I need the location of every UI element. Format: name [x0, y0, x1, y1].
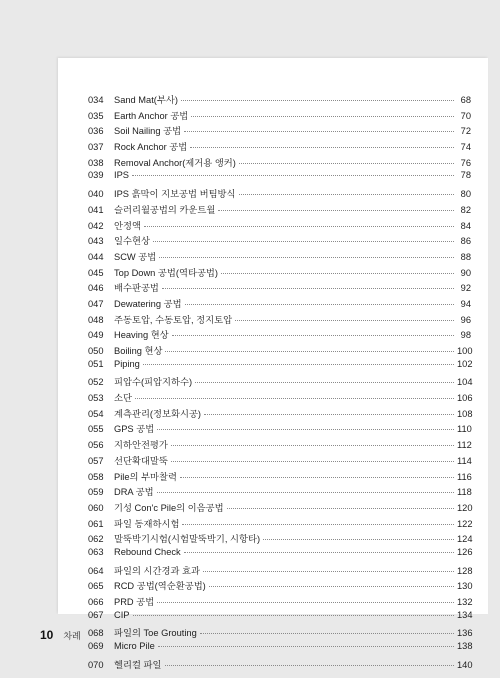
toc-entry-page: 124 — [457, 534, 473, 545]
dot-leader — [182, 524, 454, 525]
dot-leader — [172, 335, 454, 336]
dot-leader — [181, 100, 454, 101]
toc-entry[interactable] — [88, 594, 471, 610]
dot-leader — [153, 241, 454, 242]
toc-entry-title: 피압수(피압지하수) — [114, 377, 193, 388]
toc-entry-page: 126 — [457, 546, 473, 557]
toc-entry[interactable] — [88, 359, 471, 375]
toc-entry[interactable] — [88, 280, 471, 296]
toc-entry-number: 041 — [88, 204, 104, 215]
toc-entry-title: Boiling 현상 — [114, 346, 163, 356]
dot-leader — [171, 461, 454, 462]
toc-entry[interactable] — [88, 390, 471, 406]
toc-entry[interactable] — [88, 453, 471, 469]
toc-entry-page: 114 — [457, 455, 472, 466]
dot-leader — [159, 257, 454, 258]
toc-entry-page: 98 — [460, 330, 471, 341]
toc-entry-page: 116 — [457, 471, 472, 482]
toc-entry-title: 기성 Con'c Pile의 이음공법 — [114, 502, 224, 513]
toc-entry-number: 058 — [88, 471, 104, 482]
toc-entry-number: 035 — [88, 110, 104, 121]
toc-entry-title: 주동토압, 수동토압, 정지토압 — [114, 314, 233, 325]
toc-entry-page: 84 — [460, 220, 471, 231]
toc-entry-page: 110 — [457, 424, 472, 435]
toc-entry-page: 70 — [460, 110, 471, 121]
toc-entry-number: 070 — [88, 659, 104, 670]
dot-leader — [221, 273, 454, 274]
toc-entry-title: Soil Nailing 공법 — [114, 126, 182, 137]
toc-entry-title: 안정액 — [114, 220, 141, 231]
toc-entry[interactable] — [88, 469, 471, 485]
section-label: 차례 — [63, 631, 81, 641]
page-footer — [40, 628, 81, 642]
toc-entry[interactable] — [88, 578, 471, 594]
toc-entry[interactable] — [88, 312, 471, 328]
toc-entry-number: 053 — [88, 393, 104, 404]
toc-entry-number: 048 — [88, 314, 104, 325]
toc-entry[interactable] — [88, 139, 471, 155]
toc-entry[interactable] — [88, 123, 471, 139]
toc-entry-title: DRA 공법 — [114, 487, 154, 498]
toc-entry-title: Rebound Check — [114, 546, 181, 557]
toc-entry-number: 036 — [88, 126, 104, 137]
toc-entry-page: 128 — [457, 565, 473, 576]
toc-entry-number: 057 — [88, 455, 104, 466]
toc-entry-number: 066 — [88, 597, 104, 607]
toc-entry-title: Piping — [114, 358, 140, 369]
toc-entry-title: PRD 공법 — [114, 597, 155, 607]
toc-entry-number: 064 — [88, 565, 104, 576]
toc-entry-number: 056 — [88, 440, 104, 451]
toc-entry-page: 78 — [460, 170, 471, 181]
toc-entry-number: 065 — [88, 581, 104, 592]
toc-entry-number: 062 — [88, 534, 104, 545]
toc-entry-page: 132 — [457, 597, 473, 607]
dot-leader — [162, 288, 454, 289]
toc-entry[interactable] — [88, 657, 471, 673]
toc-entry[interactable] — [88, 484, 471, 500]
dot-leader — [239, 194, 454, 195]
toc-entry-page: 130 — [457, 581, 473, 592]
toc-entry[interactable] — [88, 108, 471, 124]
toc-entry[interactable] — [88, 625, 471, 641]
toc-entry-page: 104 — [457, 377, 473, 388]
dot-leader — [235, 320, 454, 321]
dot-leader — [209, 586, 454, 587]
dot-leader — [203, 571, 454, 572]
toc-entry-title: 헬리컬 파일 — [114, 659, 162, 670]
toc-entry-title: 계측관리(정보화시공) — [114, 408, 202, 419]
toc-entry-page: 118 — [457, 487, 472, 498]
toc-entry-title: 파일의 Toe Grouting — [114, 628, 197, 639]
toc-entry-number: 043 — [88, 236, 104, 247]
toc-entry-page: 106 — [457, 393, 473, 404]
toc-entry[interactable] — [88, 641, 471, 657]
dot-leader — [239, 163, 454, 164]
toc-entry-title: Rock Anchor 공법 — [114, 142, 188, 153]
toc-entry-number: 040 — [88, 189, 104, 200]
toc-entry-number: 069 — [88, 641, 104, 652]
toc-entry[interactable] — [88, 92, 471, 108]
toc-entry-title: GPS 공법 — [114, 424, 155, 435]
toc-entry[interactable] — [88, 437, 471, 453]
toc-entry-number: 054 — [88, 408, 104, 419]
toc-entry[interactable] — [88, 406, 471, 422]
dot-leader — [195, 382, 454, 383]
toc-entry-number: 039 — [88, 170, 104, 181]
toc-entry-number: 049 — [88, 330, 104, 341]
toc-entry[interactable] — [88, 374, 471, 390]
toc-entry-page: 76 — [460, 157, 471, 168]
toc-entry-number: 044 — [88, 251, 104, 262]
toc-entry-title: 파일 동재하시험 — [114, 518, 180, 529]
toc-entry[interactable] — [88, 186, 471, 202]
dot-leader — [143, 364, 454, 365]
toc-entry[interactable] — [88, 249, 471, 265]
toc-entry[interactable] — [88, 547, 471, 563]
toc-entry[interactable] — [88, 531, 471, 547]
toc-entry[interactable] — [88, 155, 471, 171]
toc-entry[interactable] — [88, 202, 471, 218]
toc-entry-page: 108 — [457, 408, 473, 419]
toc-entry-page: 80 — [460, 189, 471, 200]
toc-entry-page: 136 — [457, 628, 473, 639]
toc-entry[interactable] — [88, 516, 471, 532]
dot-leader — [180, 477, 454, 478]
toc-entry-number: 052 — [88, 377, 104, 388]
toc-entry-number: 061 — [88, 518, 104, 529]
toc-entry-page: 134 — [457, 609, 473, 620]
toc-entry[interactable] — [88, 218, 471, 234]
toc-entry-number: 037 — [88, 142, 104, 153]
toc-entry-title: 말뚝박기시험(시험말뚝박기, 시항타) — [114, 534, 261, 545]
dot-leader — [184, 131, 454, 132]
dot-leader — [227, 508, 454, 509]
toc-entry-page: 102 — [457, 358, 473, 369]
toc-entry[interactable] — [88, 327, 471, 343]
toc-entry-number: 038 — [88, 157, 104, 168]
toc-entry[interactable] — [88, 170, 471, 186]
toc-entry-page: 86 — [460, 236, 471, 247]
toc-entry-number: 046 — [88, 283, 104, 294]
toc-entry-page: 120 — [457, 502, 473, 513]
toc-entry-title: 지하안전평가 — [114, 440, 168, 451]
dot-leader — [158, 646, 454, 647]
toc-entry-number: 042 — [88, 220, 104, 231]
dot-leader — [133, 615, 455, 616]
dot-leader — [157, 602, 454, 603]
toc-entry-page: 94 — [460, 298, 471, 309]
toc-entry-title: Earth Anchor 공법 — [114, 110, 189, 121]
toc-entry-title: Sand Mat(부사) — [114, 95, 178, 105]
toc-entry-title: Removal Anchor(제거용 앵커) — [114, 157, 236, 168]
toc-entry-page: 82 — [460, 204, 471, 215]
toc-entry-title: Pile의 부마찰력 — [114, 471, 177, 482]
toc-entry[interactable] — [88, 610, 471, 626]
toc-entry-page: 90 — [460, 267, 471, 278]
dot-leader — [184, 552, 454, 553]
toc-entry-title: Top Down 공법(역타공법) — [114, 267, 219, 278]
toc-entry-title: CIP — [114, 609, 130, 620]
toc-entry-number: 063 — [88, 546, 104, 557]
toc-entry-title: 슬러리월공법의 카운트월 — [114, 204, 216, 215]
toc-entry-page: 100 — [457, 346, 473, 356]
toc-entry-number: 060 — [88, 502, 104, 513]
dot-leader — [171, 445, 454, 446]
toc-entry-page: 140 — [457, 659, 473, 670]
toc-entry-number: 059 — [88, 487, 104, 498]
toc-entry-title: 배수판공법 — [114, 283, 159, 294]
toc-entry-title: 파일의 시간경과 효과 — [114, 565, 200, 576]
toc-entry-number: 051 — [88, 358, 104, 369]
toc-entry[interactable] — [88, 563, 471, 579]
toc-entry[interactable] — [88, 265, 471, 281]
toc-entry-title: Micro Pile — [114, 641, 155, 652]
toc-entry-page: 96 — [460, 314, 471, 325]
toc-entry-page: 92 — [460, 283, 471, 294]
toc-entry-page: 122 — [457, 518, 473, 529]
dot-leader — [204, 414, 454, 415]
toc-entry-page: 74 — [460, 142, 471, 153]
dot-leader — [132, 175, 454, 176]
toc-entry-number: 067 — [88, 609, 104, 620]
dot-leader — [135, 398, 454, 399]
page-number: 10 — [40, 628, 54, 642]
table-of-contents — [88, 92, 471, 672]
toc-entry-title: Heaving 현상 — [114, 330, 169, 341]
dot-leader — [165, 665, 455, 666]
toc-entry-page: 88 — [460, 251, 471, 262]
toc-entry-title: IPS 흙막이 지보공법 버팀방식 — [114, 189, 236, 200]
toc-entry[interactable] — [88, 421, 471, 437]
dot-leader — [185, 304, 454, 305]
toc-entry-title: 일수현상 — [114, 236, 150, 247]
toc-entry-page: 138 — [457, 641, 473, 652]
toc-entry-number: 068 — [88, 628, 104, 639]
toc-entry-number: 047 — [88, 298, 104, 309]
toc-entry[interactable] — [88, 233, 471, 249]
toc-entry-number: 055 — [88, 424, 104, 435]
toc-entry-title: SCW 공법 — [114, 251, 157, 262]
dot-leader — [157, 429, 454, 430]
toc-entry-page: 72 — [460, 126, 471, 137]
toc-entry-title: RCD 공법(역순환공법) — [114, 581, 206, 592]
dot-leader — [218, 210, 454, 211]
toc-entry-number: 050 — [88, 346, 104, 356]
dot-leader — [200, 633, 454, 634]
toc-entry[interactable] — [88, 343, 471, 359]
dot-leader — [165, 351, 454, 352]
toc-entry-number: 045 — [88, 267, 104, 278]
dot-leader — [157, 492, 454, 493]
toc-entry-title: Dewatering 공법 — [114, 298, 182, 309]
toc-entry-title: 선단확대말뚝 — [114, 455, 168, 466]
toc-entry-number: 034 — [88, 95, 104, 105]
toc-entry-page: 112 — [457, 440, 472, 451]
dot-leader — [190, 147, 454, 148]
toc-entry-page: 68 — [460, 95, 471, 105]
toc-entry[interactable] — [88, 296, 471, 312]
dot-leader — [263, 539, 454, 540]
toc-entry[interactable] — [88, 500, 471, 516]
dot-leader — [191, 116, 454, 117]
toc-entry-title: 소단 — [114, 393, 132, 404]
toc-entry-title: IPS — [114, 170, 129, 181]
dot-leader — [144, 226, 454, 227]
